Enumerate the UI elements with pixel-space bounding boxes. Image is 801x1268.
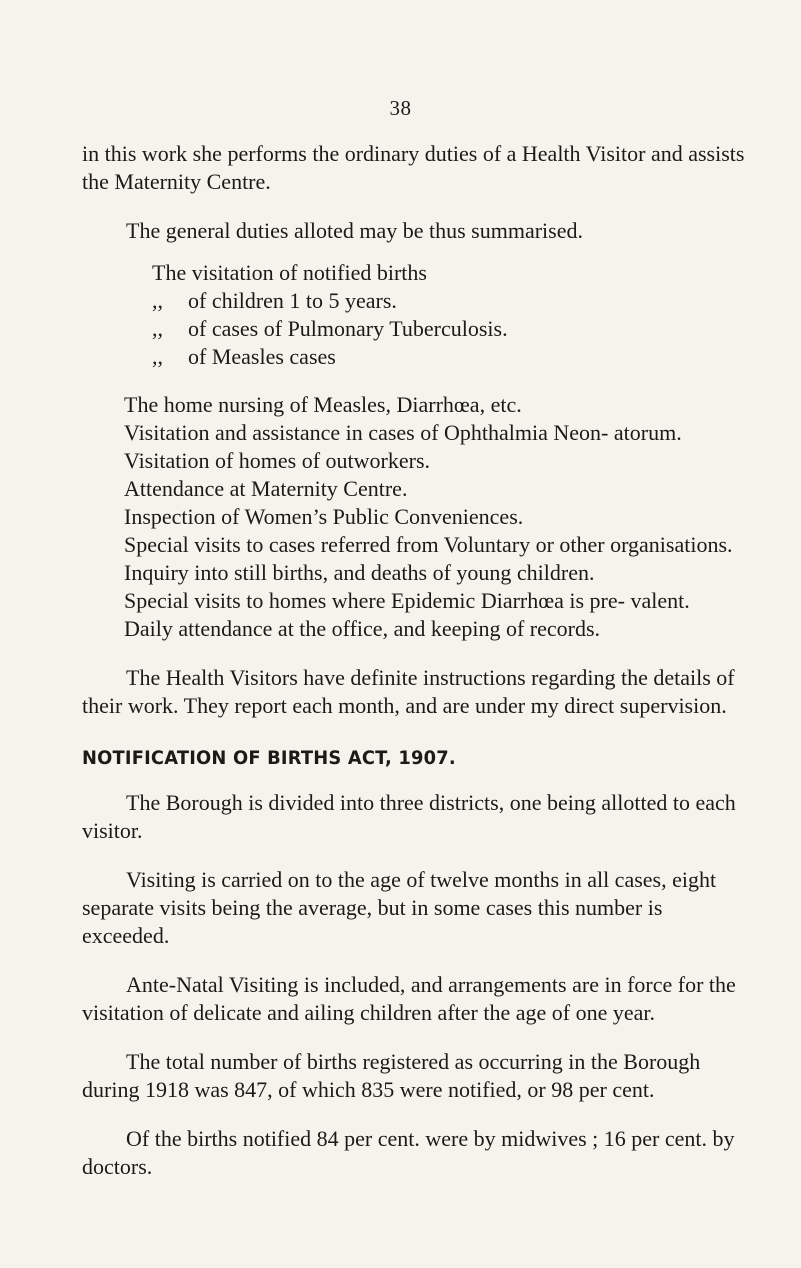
ditto-mark: ,,: [152, 316, 163, 341]
duties-intro: The general duties alloted may be thus summarised.: [126, 218, 583, 243]
duty-item: Inquiry into still births, and deaths of young children.: [124, 560, 595, 585]
duty-item: Attendance at Maternity Centre.: [124, 476, 408, 501]
duty-item: Special visits to homes where Epidemic Diarrhœa is pre- valent.: [124, 588, 690, 613]
duty-item: Daily attendance at the office, and keeping of records.: [124, 616, 601, 641]
duties-list: [124, 391, 754, 643]
duty-item: Visitation and assistance in cases of Ophthalmia Neon- atorum.: [124, 420, 682, 445]
section-heading: NOTIFICATION OF BIRTHS ACT, 1907.: [82, 747, 456, 769]
duty-item: Special visits to cases referred from Voluntary or other organisations.: [124, 532, 733, 557]
intro-paragraph: in this work she performs the ordinary duties of a Health Visitor and assists the Maternity Centre.: [82, 141, 745, 194]
instructions-paragraph: The Health Visitors have definite instructions regarding the details of their work. They report each month, and are under my direct supervision.: [82, 665, 735, 718]
body-paragraph: Ante-Natal Visiting is included, and arrangements are in force for the visitation of delicate and ailing children after the age of one year.: [82, 972, 736, 1025]
visitation-first: The visitation of notified births: [152, 260, 427, 285]
body-paragraph: The total number of births registered as occurring in the Borough during 1918 was 847, of which 835 were notified, or 98 per cent.: [82, 1049, 701, 1102]
ditto-mark: ,,: [152, 288, 163, 313]
visitation-item: ,, of Measles cases: [152, 344, 336, 369]
visitation-item: ,, of cases of Pulmonary Tuberculosis.: [152, 316, 508, 341]
duty-item: The home nursing of Measles, Diarrhœa, etc.: [124, 392, 522, 417]
body-paragraph: The Borough is divided into three districts, one being allotted to each visitor.: [82, 790, 736, 843]
page-number: 38: [389, 96, 412, 120]
visitation-item: ,, of children 1 to 5 years.: [152, 288, 397, 313]
body-paragraph: Visiting is carried on to the age of twelve months in all cases, eight separate visits being the average, but in some cases this number is exceeded.: [82, 867, 717, 948]
ditto-mark: ,,: [152, 344, 163, 369]
body-paragraph: Of the births notified 84 per cent. were by midwives ; 16 per cent. by doctors.: [82, 1126, 735, 1179]
duty-item: Inspection of Women’s Public Conveniences.: [124, 504, 524, 529]
page-body: [82, 140, 754, 1181]
duty-item: Visitation of homes of outworkers.: [124, 448, 431, 473]
visitation-list: [152, 259, 754, 371]
